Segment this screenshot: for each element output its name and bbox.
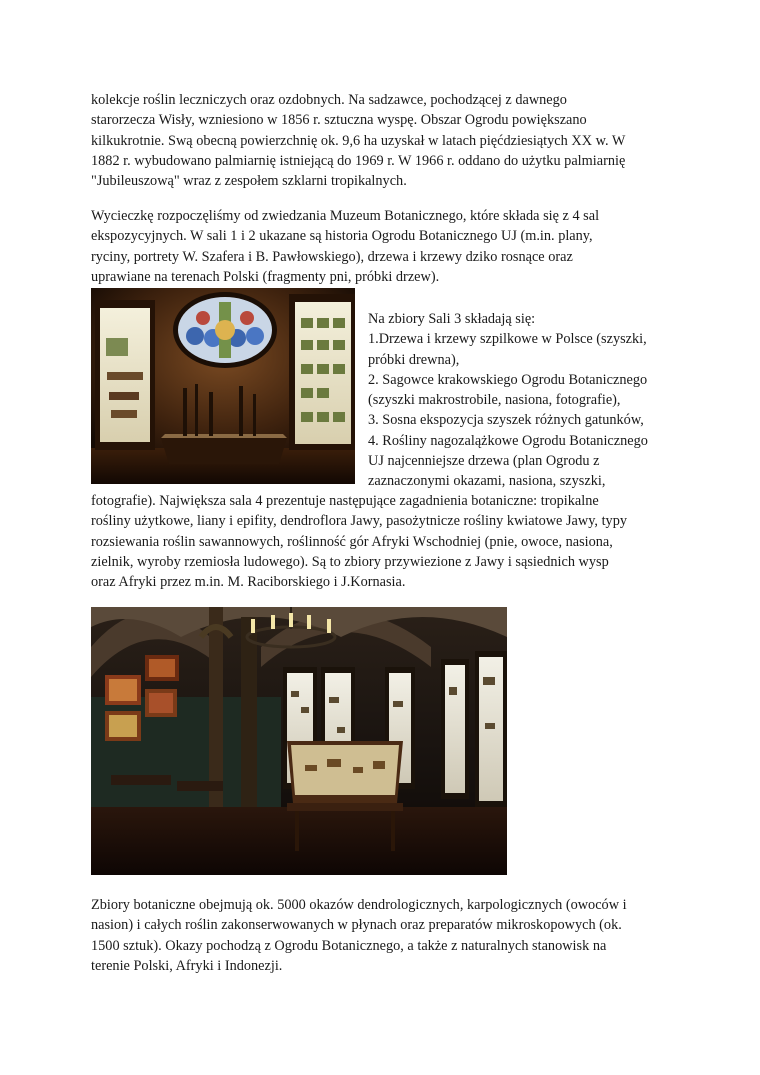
text-line: 1.Drzewa i krzewy szpilkowe w Polsce (szyszki, bbox=[368, 331, 647, 348]
text-line: Na zbiory Sali 3 składają się: bbox=[368, 311, 536, 327]
text-line: 4. Rośliny nagozalążkowe Ogrodu Botanicznego bbox=[368, 432, 648, 449]
paragraph-garden-history bbox=[91, 90, 671, 191]
text-line: nasion) i całych roślin zakonserwowanych w płynach oraz preparatów mikroskopowych (ok. bbox=[91, 917, 622, 934]
text-line: starorzecza Wisły, wzniesiono w 1856 r. sztuczna wyspę. Obszar Ogrodu powiększano bbox=[91, 112, 587, 129]
paragraph-museum-intro bbox=[91, 206, 671, 287]
text-line: rozsiewania roślin sawannowych, roślinność gór Afryki Wschodniej (pnie, owoce, nasiona, bbox=[91, 533, 613, 550]
text-line: 1500 sztuk). Okazy pochodzą z Ogrodu Botanicznego, a także z naturalnych stanowisk na bbox=[91, 937, 607, 954]
text-line: uprawiane na terenach Polski (fragmenty pni, próbki drzew). bbox=[91, 268, 440, 285]
text-line: "Jubileuszową" wraz z zespołem szklarni tropikalnych. bbox=[91, 173, 407, 190]
text-line: UJ najcenniejsze drzewa (plan Ogrodu z bbox=[368, 453, 600, 470]
paragraph-room-4 bbox=[91, 491, 671, 592]
text-line: kolekcje roślin leczniczych oraz ozdobnych. Na sadzawce, pochodzącej z dawnego bbox=[91, 92, 567, 108]
museum-room-3-photo bbox=[91, 288, 355, 484]
text-line: (szyszki makrostrobile, nasiona, fotografie), bbox=[368, 392, 621, 409]
paragraph-collections bbox=[91, 895, 671, 976]
text-line: 1882 r. wybudowano palmiarnię istniejącą do 1969 r. W 1966 r. oddano do użytku palmiarnię bbox=[91, 152, 626, 169]
text-line: kilkukrotnie. Swą obecną powierzchnię ok. 9,6 ha uzyskał w latach pięćdziesiątych XX w. W bbox=[91, 132, 626, 149]
museum-room-4-photo bbox=[91, 607, 507, 875]
text-line: próbki drewna), bbox=[368, 351, 460, 368]
text-line: oraz Afryki przez m.in. M. Raciborskiego i J.Kornasia. bbox=[91, 574, 406, 591]
text-line: 3. Sosna ekspozycja szyszek różnych gatunków, bbox=[368, 412, 644, 429]
text-line: Zbiory botaniczne obejmują ok. 5000 okazów dendrologicznych, karpologicznych (owoców i bbox=[91, 897, 627, 913]
text-line: terenie Polski, Afryki i Indonezji. bbox=[91, 957, 283, 974]
text-line: fotografie). Największa sala 4 prezentuje następujące zagadnienia botaniczne: tropikalne bbox=[91, 493, 599, 509]
text-line: zaznaczonymi okazami, nasiona, szyszki, bbox=[368, 473, 606, 490]
text-line: rośliny użytkowe, liany i epifity, dendroflora Jawy, pasożytnicze rośliny kwiatowe Jawy, typy bbox=[91, 513, 627, 530]
text-line: ryciny, portrety W. Szafera i B. Pawłowskiego), drzewa i krzewy dziko rosnące oraz bbox=[91, 248, 573, 265]
text-line: zielnik, wyroby rzemiosła ludowego). Są to zbiory przywiezione z Jawy i sąsiednich wysp bbox=[91, 553, 609, 570]
text-line: ekspozycyjnych. W sali 1 i 2 ukazane są historia Ogrodu Botanicznego UJ (m.in. plany, bbox=[91, 228, 593, 245]
text-line: Wycieczkę rozpoczęliśmy od zwiedzania Muzeum Botanicznego, które składa się z 4 sal bbox=[91, 208, 600, 224]
text-line: 2. Sagowce krakowskiego Ogrodu Botanicznego bbox=[368, 371, 648, 388]
paragraph-room-3-list bbox=[368, 309, 678, 492]
